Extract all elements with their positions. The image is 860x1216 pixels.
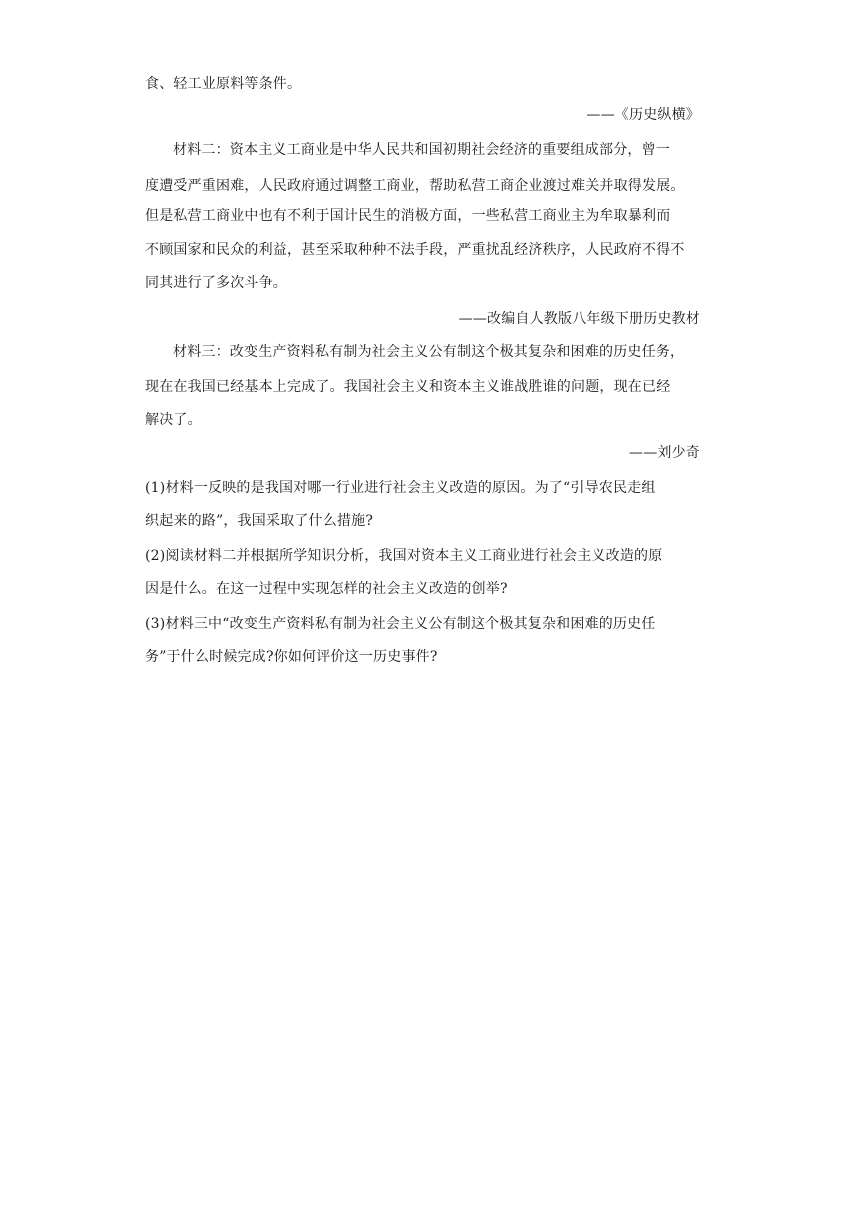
material-three-line: 解决了。: [145, 412, 202, 428]
material-two-line: 材料二：资本主义工商业是中华人民共和国初期社会经济的重要组成部分，曾一: [173, 142, 670, 158]
material-two-line: 但是私营工商业中也有不利于国计民生的消极方面，一些私营工商业主为牟取暴利而: [145, 208, 671, 224]
material-two-source: ——改编自人教版八年级下册历史教材: [458, 311, 700, 327]
question-1-line: 织起来的路”，我国采取了什么措施?: [145, 513, 374, 529]
question-1-line: (1)材料一反映的是我国对哪一行业进行社会主义改造的原因。为了“引导农民走组: [145, 480, 656, 496]
material-two-line: 不顾国家和民众的利益，甚至采取种种不法手段，严重扰乱经济秩序，人民政府不得不: [145, 242, 685, 258]
material-three-source: ——刘少奇: [629, 445, 700, 461]
material-two-line: 同其进行了多次斗争。: [145, 275, 287, 291]
material-one-source: ——《历史纵横》: [586, 107, 700, 123]
material-two-line: 度遭受严重困难，人民政府通过调整工商业，帮助私营工商企业渡过难关并取得发展。: [145, 178, 685, 194]
question-2-line: 因是什么。在这一过程中实现怎样的社会主义改造的创举?: [145, 581, 508, 597]
question-2-line: (2)阅读材料二并根据所学知识分析，我国对资本主义工商业进行社会主义改造的原: [145, 548, 663, 564]
question-3-line: (3)材料三中“改变生产资料私有制为社会主义公有制这个极其复杂和困难的历史任: [145, 616, 656, 632]
material-three-line: 现在在我国已经基本上完成了。我国社会主义和资本主义谁战胜谁的问题，现在已经: [145, 379, 671, 395]
material-three-line: 材料三：改变生产资料私有制为社会主义公有制这个极其复杂和困难的历史任务，: [173, 344, 685, 360]
question-3-line: 务”于什么时候完成?你如何评价这一历史事件?: [145, 649, 438, 665]
material-one-tail: 食、轻工业原料等条件。: [145, 76, 302, 92]
